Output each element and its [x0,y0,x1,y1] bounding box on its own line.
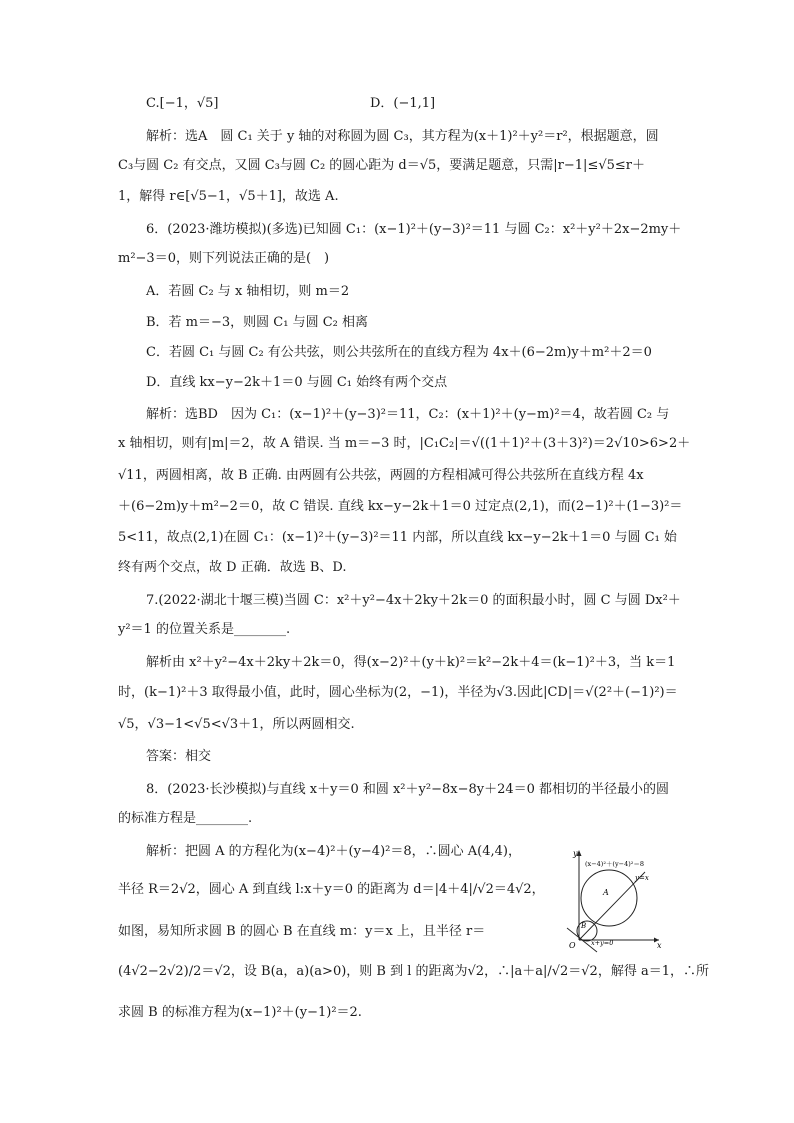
x-axis-label: x [657,941,662,950]
question-7-line1: 7.(2022·湖北十堰三模)当圆 C：x²＋y²−4x＋2ky＋2k＝0 的面积最小时，圆 C 与圆 Dx²＋ [146,593,681,608]
y-axis-label: y [573,849,578,858]
line-l-label: x+y=0 [591,939,614,947]
solution-8-line1: 解析：把圆 A 的方程化为(x−4)²＋(y−4)²＝8，∴圆心 A(4,4)， [146,844,521,859]
option-d-prev: D．(−1,1] [370,96,436,111]
line-m [579,872,645,940]
point-b-label: B [581,922,587,930]
origin-label: O [569,941,576,950]
solution-7-line2: 时，(k−1)²＋3 取得最小值，此时，圆心坐标为(2，−1)，半径为√3.因此|CD|＝√(2²＋(−1)²)＝ [118,685,678,700]
solution-5-line2: C₃与圆 C₂ 有交点，又圆 C₃与圆 C₂ 的圆心距为 d＝√5，要满足题意，只需|r−1|≤√5≤r＋ [118,158,645,173]
solution-6-line4: ＋(6−2m)y＋m²−2＝0，故 C 错误. 直线 kx−y−2k＋1＝0 过定点(2,1)，而(2−1)²＋(1−3)²＝ [118,499,683,514]
solution-8-line3: 如图，易知所求圆 B 的圆心 B 在直线 m：y＝x 上，且半径 r＝ [118,924,486,939]
solution-6-line3: √11，两圆相离，故 B 正确. 由两圆有公共弦，两圆的方程相减可得公共弦所在直线方程 4x [118,468,644,483]
point-a-label: A [603,888,609,897]
question-6-line2: m²−3＝0，则下列说法正确的是( ) [118,251,330,266]
circle-figure [553,848,665,953]
circle-b [577,921,597,941]
option-c-prev: C.[−1，√5] [146,96,219,111]
solution-8-line4: (4√2−2√2)/2＝√2，设 B(a，a)(a>0)，则 B 到 l 的距离为√2，∴|a＋a|/√2＝√2，解得 a＝1，∴所 [118,964,709,979]
question-6-option-d: D．直线 kx−y−2k＋1＝0 与圆 C₁ 始终有两个交点 [146,375,448,390]
circle-a [581,870,637,926]
solution-7-line3: √5，√3−1<√5<√3＋1，所以两圆相交. [118,717,355,732]
solution-5-line1: 解析：选A 圆 C₁ 关于 y 轴的对称圆为圆 C₃，其方程为(x＋1)²＋y²＝r²，根据题意，圆 [146,129,659,144]
question-6-option-a: A．若圆 C₂ 与 x 轴相切，则 m＝2 [146,284,350,299]
solution-5-line3: 1，解得 r∈[√5−1，√5＋1]，故选 A. [118,189,339,204]
solution-7-line1: 解析由 x²＋y²−4x＋2ky＋2k＝0，得(x−2)²＋(y＋k)²＝k²−2k＋4＝(k−1)²＋3，当 k＝1 [146,655,676,670]
solution-8-line2: 半径 R＝2√2，圆心 A 到直线 l:x＋y＝0 的距离为 d＝|4＋4|/√2＝4√2， [118,882,545,897]
question-6-option-b: B．若 m＝−3，则圆 C₁ 与圆 C₂ 相离 [146,315,369,330]
circle-equation-label: (x−4)²＋(y−4)²＝8 [585,860,644,868]
solution-6-line1: 解析：选BD 因为 C₁：(x−1)²＋(y−3)²＝11，C₂：(x＋1)²＋(y−m)²＝4，故若圆 C₂ 与 [146,407,670,422]
question-6-option-c: C．若圆 C₁ 与圆 C₂ 有公共弦，则公共弦所在的直线方程为 4x＋(6−2m)y＋m²＋2＝0 [146,345,652,360]
answer-7: 答案：相交 [146,749,212,764]
solution-6-line2: x 轴相切，则有|m|＝2，故 A 错误. 当 m＝−3 时，|C₁C₂|＝√((1＋1)²＋(3＋3)²)＝2√10>6>2＋ [118,436,691,451]
solution-6-line6: 终有两个交点，故 D 正确．故选 B、D. [118,560,347,575]
question-6-line1: 6．(2023·潍坊模拟)(多选)已知圆 C₁：(x−1)²＋(y−3)²＝11 与圆 C₂：x²＋y²＋2x−2my＋ [146,222,682,237]
line-m-label: y=x [635,874,649,882]
solution-6-line5: 5<11，故点(2,1)在圆 C₁：(x−1)²＋(y−3)²＝11 内部，所以直线 kx−y−2k＋1＝0 与圆 C₁ 始 [118,530,677,545]
question-8-line1: 8．(2023·长沙模拟)与直线 x＋y＝0 和圆 x²＋y²−8x−8y＋24＝0 都相切的半径最小的圆 [146,782,670,797]
solution-8-line5: 求圆 B 的标准方程为(x−1)²＋(y−1)²＝2. [118,1005,362,1020]
question-8-line2: 的标准方程是________. [118,811,253,826]
question-7-line2: y²＝1 的位置关系是________. [118,622,291,637]
